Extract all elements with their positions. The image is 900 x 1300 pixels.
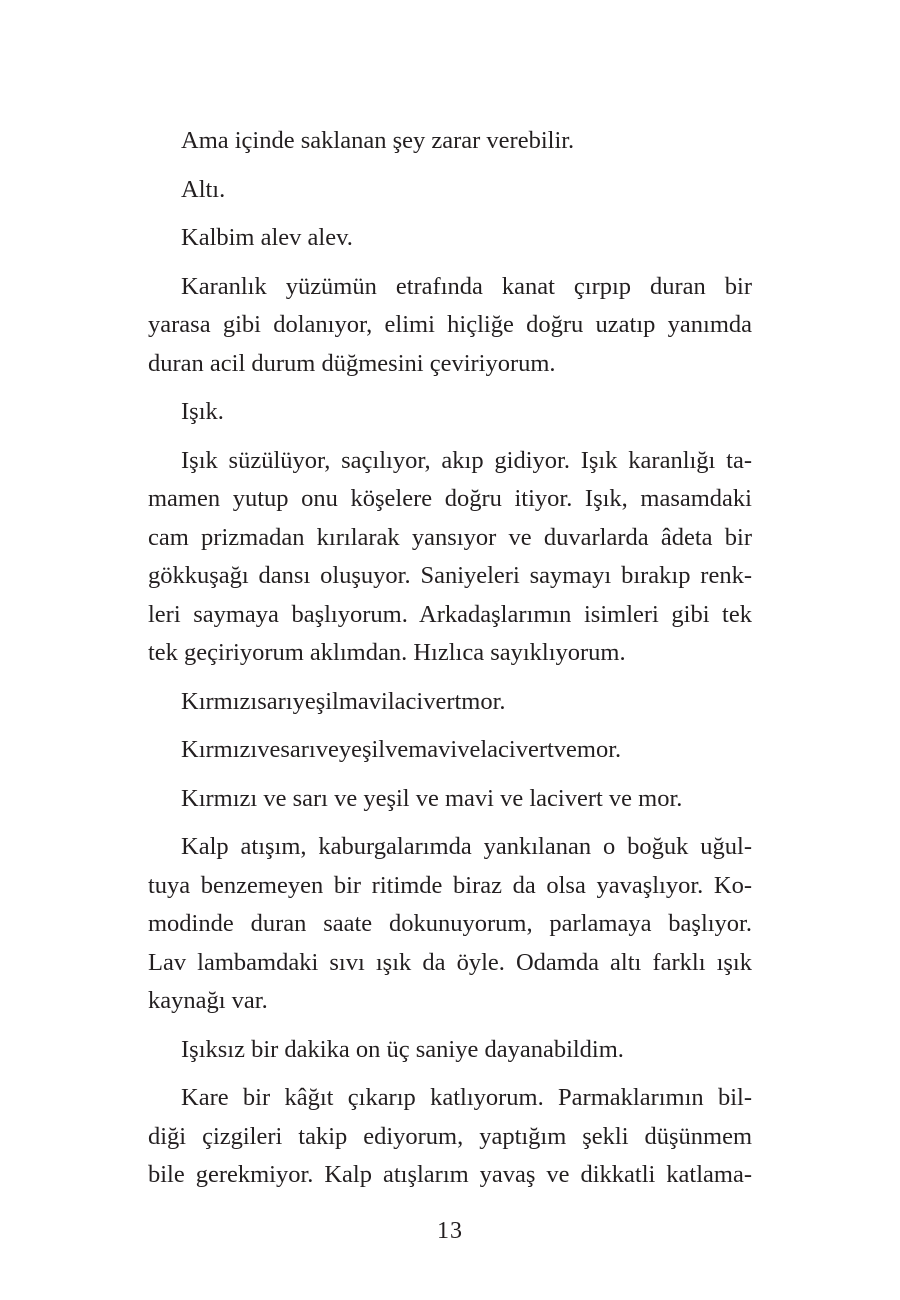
text-line: leri saymaya başlıyorum. Arkadaşlarımın isimleri gibi tek xyxy=(148,600,752,628)
text-line: bile gerekmiyor. Kalp atışlarım yavaş ve dikkatli katlama- xyxy=(148,1161,752,1188)
paragraph xyxy=(148,1079,752,1195)
paragraph xyxy=(148,1031,752,1070)
page-number: 13 xyxy=(437,1218,463,1244)
paragraph xyxy=(148,780,752,819)
text-line: Kalbim alev alev. xyxy=(181,224,353,251)
paragraph xyxy=(148,828,752,1021)
text-line: Işık süzülüyor, saçılıyor, akıp gidiyor. Işık karanlığı ta- xyxy=(181,446,752,474)
paragraph xyxy=(148,731,752,770)
text-line: Lav lambamdaki sıvı ışık da öyle. Odamda altı farklı ışık xyxy=(148,948,752,976)
text-line: duran acil durum düğmesini çeviriyorum. xyxy=(148,349,556,377)
text-line: Kırmızıvesarıveyeşilvemavivelacivertvemor. xyxy=(181,736,622,763)
text-line: kaynağı var. xyxy=(148,987,268,1014)
text-line: Altı. xyxy=(181,175,226,203)
paragraph xyxy=(148,268,752,384)
paragraph xyxy=(148,171,752,210)
paragraph xyxy=(148,393,752,432)
text-line: Kare bir kâğıt çıkarıp katlıyorum. Parmaklarımın bil- xyxy=(181,1084,752,1111)
text-line: modinde duran saate dokunuyorum, parlamaya başlıyor. xyxy=(148,910,752,937)
paragraph xyxy=(148,122,752,161)
text-line: mamen yutup onu köşelere doğru itiyor. Işık, masamdaki xyxy=(148,485,752,512)
text-line: diği çizgileri takip ediyorum, yaptığım şekli düşünmem xyxy=(148,1122,752,1150)
page-body xyxy=(148,122,752,1205)
text-line: Kırmızısarıyeşilmavilacivertmor. xyxy=(181,687,506,715)
paragraph xyxy=(148,219,752,258)
text-line: cam prizmadan kırılarak yansıyor ve duvarlarda âdeta bir xyxy=(148,523,752,551)
text-line: Kırmızı ve sarı ve yeşil ve mavi ve lacivert ve mor. xyxy=(181,784,683,812)
paragraph xyxy=(148,683,752,722)
text-line: tek geçiriyorum aklımdan. Hızlıca sayıklıyorum. xyxy=(148,639,626,666)
text-line: Işık. xyxy=(181,398,224,425)
text-line: tuya benzemeyen bir ritimde biraz da olsa yavaşlıyor. Ko- xyxy=(148,871,752,899)
paragraph xyxy=(148,442,752,673)
text-line: Işıksız bir dakika on üç saniye dayanabildim. xyxy=(181,1035,624,1063)
text-line: yarasa gibi dolanıyor, elimi hiçliğe doğru uzatıp yanımda xyxy=(148,311,752,338)
text-line: gökkuşağı dansı oluşuyor. Saniyeleri saymayı bırakıp renk- xyxy=(148,562,752,589)
text-line: Ama içinde saklanan şey zarar verebilir. xyxy=(181,127,575,154)
text-line: Kalp atışım, kaburgalarımda yankılanan o boğuk uğul- xyxy=(181,833,752,860)
text-line: Karanlık yüzümün etrafında kanat çırpıp duran bir xyxy=(181,272,752,300)
